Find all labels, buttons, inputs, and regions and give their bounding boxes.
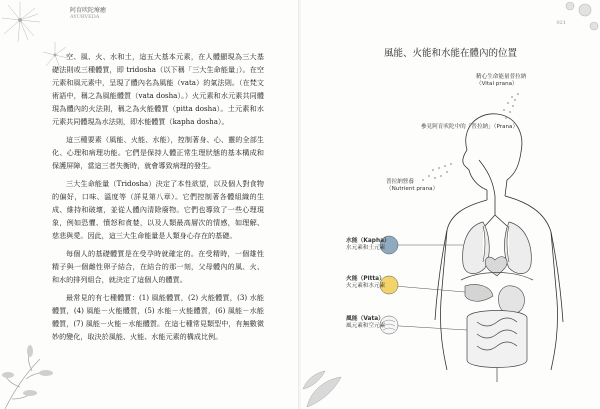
- right-page: [301, 0, 600, 409]
- body-illustration: [301, 0, 600, 409]
- prana-note: 參見阿育吠陀中的「普拉納」（Prana）: [421, 124, 519, 130]
- figure-title: 風能、火能和水能在體內的位置: [383, 48, 517, 59]
- left-page: [0, 0, 299, 409]
- kapha-label: 水能（Kapha） 水元素和土元素: [346, 238, 390, 251]
- vata-label: 風能（Vata） 風元素和空元素: [346, 316, 386, 329]
- paragraph: 最常見的有七種體質：(1) 風能體質，(2) 火能體質，(3) 水能體質，(4) 風能－火能體質，(5) 水能－火能體質，(6) 風能－水能體質，(7) 風能－火能－水能體質。在這七種常見類型中，有無數微妙的變化，取決於風能、火能、水能元素的構成比例。: [52, 293, 264, 341]
- plant-decoration: [0, 329, 70, 409]
- paragraph: 空、風、火、水和土，這五大基本元素，在人體顯現為三大基礎法則或三種體質，即 tridosha（以下稱「三大生命能量」）。在空元素和風元素中，呈現了體內名為風能（vata）的氣法則。（在梵文術語中，稱之為風能體質（vata dosha）。）火元素和水元素共同體現為體內的火法則，稱之為火能體質（pitta dosha）。土元素和水元素共同體現為水法則，即水能體質（kapha dosha）。: [52, 52, 264, 126]
- page-number: 021: [556, 20, 566, 26]
- body-text: [52, 50, 264, 348]
- paragraph: 這三種要素（風能、火能、水能），控制著身、心、靈的全部生化、心理和病理功能。它們是保持人體正常生理狀態的基本構成和保護屏障，當這三者失衡時，就會導致病理的發生。: [52, 135, 264, 170]
- leaf-decoration: [301, 349, 361, 409]
- vital-prana-label: 精心生命能量普拉納 （Vital prana）: [476, 74, 527, 87]
- paragraph: 每個人的基礎體質是在受孕時就確定的。在受精時，一個雄性精子與一個雌性卵子結合，在結合的那一刻，父母體內的風、火、和水的排列組合，就決定了這個人的體質。: [52, 249, 264, 284]
- nutrient-prana-label: 普拉納營養 （Nutrient prana）: [386, 179, 439, 192]
- pitta-label: 火能（Pitta） 火元素和水元素: [346, 276, 386, 289]
- running-head: 阿育吠陀療癒 AYURVEDA: [70, 7, 107, 20]
- paragraph: 三大生命能量（Tridosha）決定了本性欲望，以及個人對食物的偏好，口味、溫度等（詳見第八章）。它們控制著各體組織的生成、維持和破壞，並從人體內清除廢物。它們也導致了一些心理現象，例如恐懼、憤怒和貪婪，以及人類最高層次的情感，如理解、慈悲與愛。因此，這三大生命能量是人類身心存在的基礎。: [52, 179, 264, 240]
